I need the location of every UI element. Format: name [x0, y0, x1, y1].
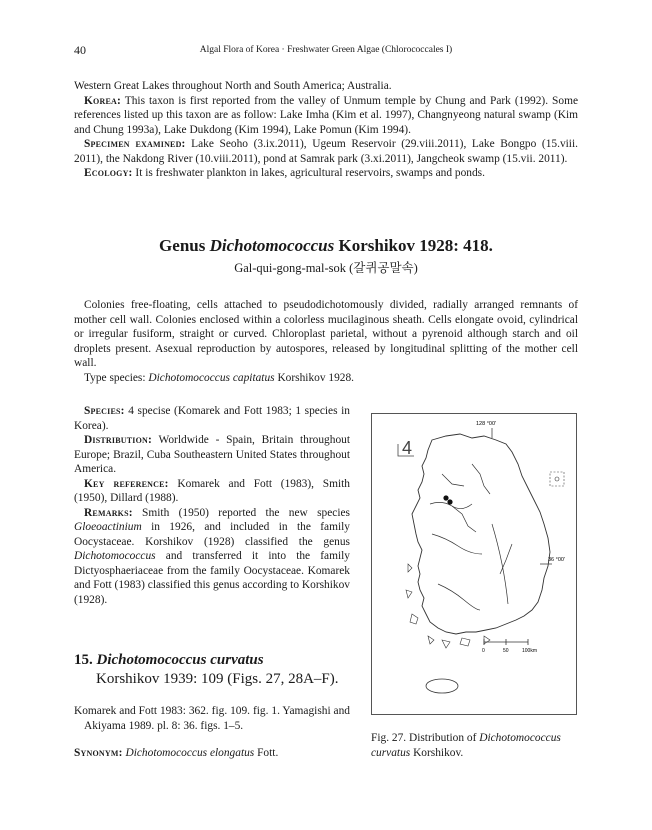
- longitude-label: 128 °00': [476, 421, 497, 427]
- jeju-island: [426, 679, 458, 693]
- genus-name: Dichotomococcus: [209, 236, 335, 255]
- ulleung-inset: [550, 472, 564, 486]
- synonym-block: [74, 746, 350, 761]
- type-species: [74, 371, 578, 386]
- occurrence-point: [443, 495, 448, 500]
- species-authority: Korshikov 1939: 109 (Figs. 27, 28A–F).: [96, 671, 339, 687]
- ecology-text: It is freshwater plankton in lakes, agricultural reservoirs, swamps and ponds.: [132, 167, 485, 179]
- korea-label: Korea:: [84, 94, 121, 107]
- description-text: Colonies free-floating, cells attached to pseudodichotomously divided, radially arranged remnants of mother cell wall. Colonies enclosed within a colorless mucilaginous sheath. Cells elongate ovoid, cylindrical or irregular fusiform, straight or curved. Chloroplast parietal, without a pyrenoid although starch and oil droplets present. Asexual reproduction by autospores, released by longitudinal splitting of the mother cell wall.: [74, 299, 578, 369]
- specimen-label: Specimen examined:: [84, 138, 186, 150]
- type-prefix: Type species:: [84, 371, 149, 384]
- species-label: Species:: [84, 405, 125, 417]
- genus-description: [74, 298, 578, 385]
- occurrence-point: [447, 499, 452, 504]
- remarks-genus-2: Dichotomococcus: [74, 550, 156, 562]
- scale-label-50: 50: [503, 648, 509, 654]
- ecology-paragraph: [74, 166, 578, 181]
- specimen-text: Lake Seoho (3.ix.2011), Ugeum Reservoir (29.viii.2011), Lake Bongpo (15.viii. 2011), the Nakdong River (10.viii.2011), pond at Samrak park (3.xi.2011), Jangcheok swamp (15.vii. 2011).: [74, 138, 578, 165]
- remarks-text-2: in 1926, and included in the family Oocystaceae. Korshikov (1928) classified the genus: [74, 521, 350, 548]
- species-count-paragraph: [74, 404, 350, 433]
- figure-caption: [371, 731, 579, 760]
- island: [406, 590, 412, 598]
- running-head: Algal Flora of Korea · Freshwater Green Algae (Chlorococcales I): [199, 45, 453, 55]
- continuation-line: Western Great Lakes throughout North and South America; Australia.: [74, 80, 392, 92]
- remarks-genus-1: Gloeoactinium: [74, 521, 142, 533]
- island: [410, 614, 418, 624]
- species-number: 15.: [74, 652, 93, 668]
- remarks-paragraph: [74, 506, 350, 608]
- key-reference-paragraph: [74, 477, 350, 506]
- island: [428, 636, 434, 644]
- species-count-text: 4 specise (Komarek and Fott 1983; 1 species in Korea).: [74, 405, 350, 432]
- species-references: [74, 704, 350, 733]
- top-block: [74, 79, 578, 181]
- species-name: Dichotomococcus curvatus: [96, 652, 264, 668]
- species-heading: [74, 651, 364, 689]
- scale-label-100: 100km: [522, 648, 538, 654]
- distribution-label: Distribution:: [84, 434, 152, 446]
- synonym-name: Dichotomococcus elongatus: [125, 747, 255, 759]
- korea-paragraph: [74, 94, 578, 138]
- page-number: 40: [74, 43, 86, 57]
- species-title: [74, 651, 364, 670]
- key-reference-text: Komarek and Fott (1983), Smith (1950), Dillard (1988).: [74, 477, 350, 504]
- grid-number: 4: [402, 438, 413, 458]
- genus-korean-name: Gal-qui-gong-mal-sok (갈퀴공말속): [234, 261, 418, 275]
- remarks-label: Remarks:: [84, 506, 133, 519]
- genus-authority: Korshikov 1928: 418.: [334, 236, 493, 255]
- remarks-text-3: and transferred it into the family Dictyosphaeriaceae from the family Oocystaceae. Komarek and Fott (1983) classified this genus according to Korshikov (1928).: [74, 550, 350, 606]
- ecology-label: Ecology:: [84, 167, 133, 179]
- synonym-suffix: Fott.: [254, 747, 279, 759]
- genus-prefix: Genus: [159, 236, 210, 255]
- river-yeongsan: [438, 584, 480, 610]
- latitude-label: 36 °00': [548, 557, 566, 563]
- specimen-paragraph: [74, 137, 578, 166]
- river-geum: [432, 534, 482, 554]
- ulleung-island: [555, 477, 559, 481]
- left-column: [74, 404, 350, 607]
- island: [442, 640, 450, 648]
- synonym-paragraph: [74, 746, 350, 761]
- distribution-paragraph: [74, 433, 350, 477]
- river-branch-4: [442, 474, 464, 486]
- river-branch-3: [472, 464, 490, 494]
- distribution-text: Worldwide - Spain, Britain throughout Europe; Brazil, Cuba Southeastern United States throughout America.: [74, 434, 350, 475]
- type-name: Dichotomococcus capitatus: [148, 371, 275, 384]
- references-text: Komarek and Fott 1983: 362. fig. 109. fig. 1. Yamagishi and Akiyama 1989. pl. 8: 36. figs. 1–5.: [74, 705, 350, 732]
- type-suffix: Korshikov 1928.: [274, 371, 355, 384]
- synonym-label: Synonym:: [74, 747, 123, 759]
- remarks-text-1: Smith (1950) reported the new species: [132, 506, 350, 519]
- caption-species: Dichotomococcus curvatus: [371, 732, 561, 759]
- genus-title: [74, 236, 578, 256]
- river-branch-2: [500, 544, 512, 574]
- korea-map: [372, 414, 576, 714]
- river-nakdong: [492, 524, 508, 604]
- island: [460, 638, 470, 646]
- distribution-map-figure: [371, 413, 577, 715]
- river-branch-1: [452, 506, 476, 532]
- korea-text: This taxon is first reported from the valley of Unmum temple by Chung and Park (1992). Some references listed up this taxon are as follow: Lake Imha (Kim et al. 1997), Changnyeong natural swamp (Kim and Chung 1993a), Lake Dukdong (Kim 1994), Lake Pomun (Kim 1994).: [74, 94, 578, 136]
- caption-prefix: Fig. 27. Distribution of: [371, 732, 480, 744]
- island: [408, 564, 412, 572]
- scale-label-0: 0: [482, 648, 485, 654]
- key-reference-label: Key reference:: [84, 477, 169, 490]
- island: [484, 636, 490, 644]
- caption-suffix: Korshikov.: [410, 746, 464, 759]
